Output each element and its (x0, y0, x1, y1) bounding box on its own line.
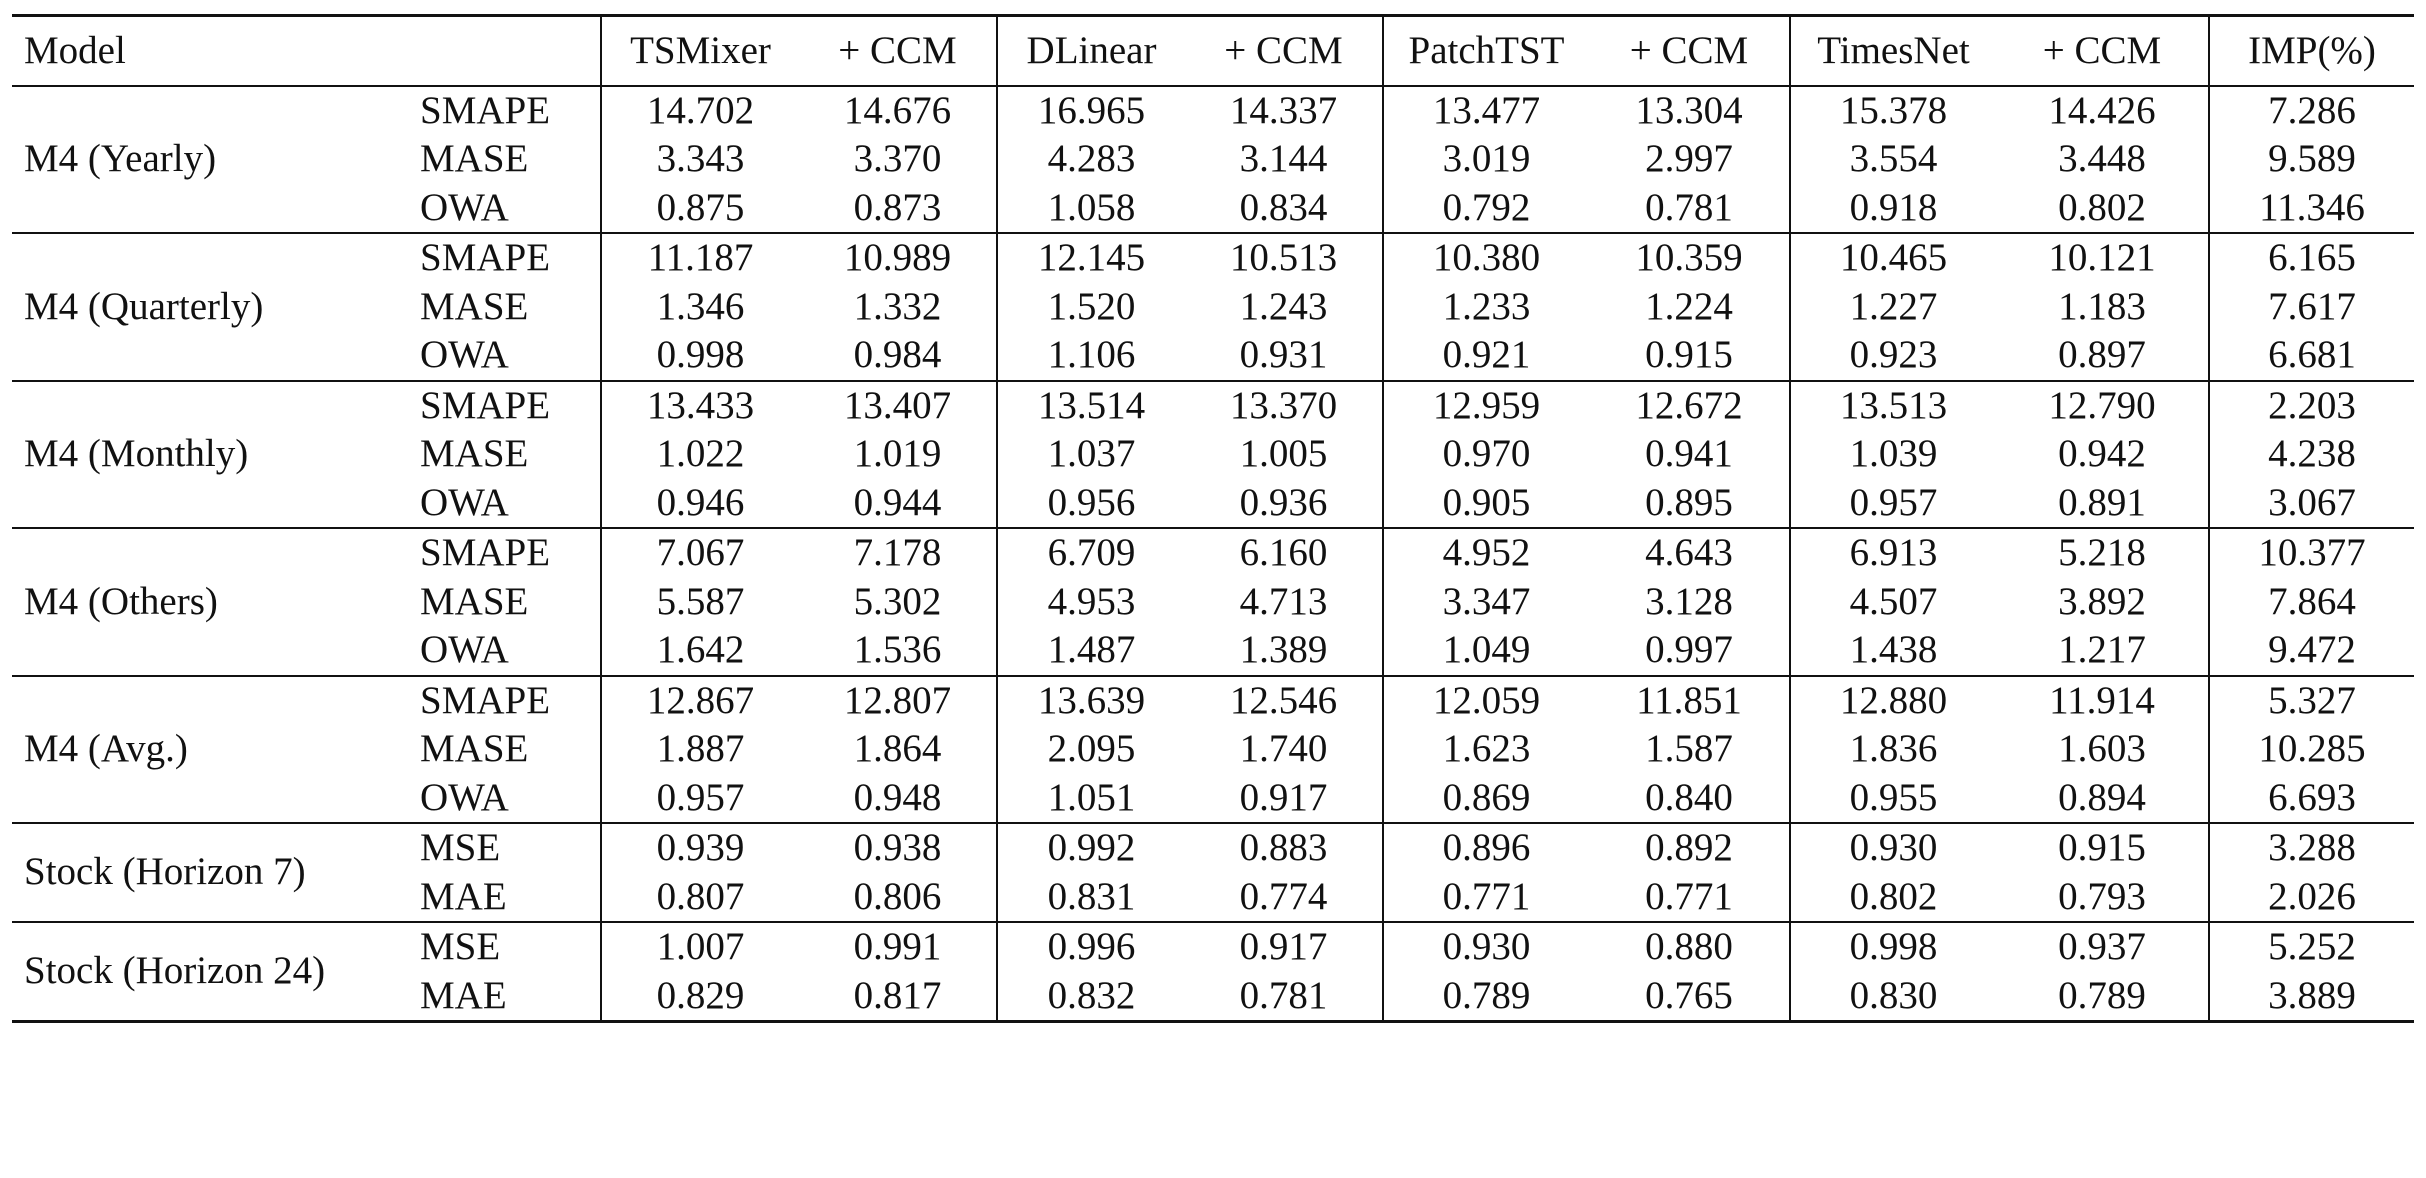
value-cell: 12.959 (1383, 381, 1589, 431)
value-cell: 12.880 (1790, 676, 1996, 726)
value-cell: 10.989 (843, 236, 952, 279)
table-row (12, 922, 2414, 972)
value-cell: 2.997 (1645, 137, 1733, 180)
value-cell: 0.771 (1645, 874, 1733, 918)
value-cell: 0.997 (1645, 628, 1733, 671)
metric-cell: MSE (420, 826, 501, 869)
improvement-cell: 7.286 (2209, 86, 2414, 136)
improvement-cell: 7.617 (2209, 283, 2414, 332)
value-cell: 1.536 (853, 628, 942, 671)
value-cell: 0.957 (1790, 479, 1996, 529)
value-cell: 11.187 (601, 233, 799, 283)
value-cell: 3.448 (2058, 137, 2146, 180)
metric-cell: MASE (420, 137, 529, 180)
value-cell: 12.145 (997, 233, 1185, 283)
value-cell: 0.897 (2058, 333, 2146, 376)
improvement-cell: 6.165 (2209, 233, 2414, 283)
model-name-cell: M4 (Yearly) (24, 137, 217, 180)
value-cell: 10.513 (1229, 236, 1338, 279)
result-group (12, 86, 2414, 234)
value-cell: 4.643 (1645, 531, 1733, 574)
value-cell: 1.864 (853, 727, 942, 770)
value-cell: 0.802 (1790, 873, 1996, 923)
value-cell: 0.915 (2058, 826, 2146, 869)
value-cell: 4.953 (997, 578, 1185, 627)
metric-cell: SMAPE (420, 383, 551, 427)
value-cell: 0.956 (997, 479, 1185, 529)
value-cell: 1.183 (2058, 284, 2146, 328)
table-row (12, 823, 2414, 873)
value-cell: 10.359 (1635, 236, 1743, 279)
value-cell: 1.037 (997, 430, 1185, 479)
value-cell: 0.946 (601, 479, 799, 529)
value-cell: 4.507 (1790, 578, 1996, 627)
value-cell: 0.957 (601, 774, 799, 824)
value-cell: 0.802 (2058, 185, 2146, 229)
improvement-cell: 10.377 (2209, 528, 2414, 578)
value-cell: 0.765 (1645, 973, 1733, 1017)
metric-cell: SMAPE (420, 236, 551, 279)
value-cell: 13.433 (601, 381, 799, 431)
col-header-tsmixer: TSMixer (601, 16, 799, 86)
result-group (12, 233, 2414, 381)
value-cell: 1.438 (1790, 626, 1996, 676)
value-cell: 2.095 (997, 725, 1185, 774)
value-cell: 0.923 (1790, 331, 1996, 381)
col-header-timesnet: TimesNet (1790, 16, 1996, 86)
value-cell: 0.793 (2058, 874, 2146, 918)
value-cell: 0.937 (2058, 925, 2146, 968)
value-cell: 12.807 (843, 678, 952, 722)
value-cell: 0.905 (1383, 479, 1589, 529)
value-cell: 14.337 (1229, 88, 1338, 132)
value-cell: 0.917 (1239, 775, 1328, 819)
value-cell: 3.892 (2058, 579, 2146, 623)
value-cell: 0.892 (1645, 826, 1733, 869)
value-cell: 3.347 (1383, 578, 1589, 627)
metric-cell: MASE (420, 284, 529, 328)
improvement-cell: 2.203 (2209, 381, 2414, 431)
metric-cell: OWA (420, 333, 509, 376)
metric-cell: MAE (420, 973, 507, 1017)
value-cell: 13.407 (843, 383, 952, 427)
model-name-cell: M4 (Others) (24, 579, 218, 623)
value-cell: 7.178 (853, 531, 942, 574)
value-cell: 0.817 (853, 973, 942, 1017)
value-cell: 14.426 (2048, 88, 2156, 132)
value-cell: 0.806 (853, 874, 942, 918)
value-cell: 11.914 (2049, 678, 2155, 722)
value-cell: 3.343 (601, 135, 799, 184)
value-cell: 12.546 (1229, 678, 1338, 722)
value-cell: 3.144 (1239, 137, 1328, 180)
result-group (12, 528, 2414, 676)
metric-cell: MASE (420, 579, 529, 623)
model-name-cell: M4 (Avg.) (24, 727, 188, 770)
result-group (12, 381, 2414, 529)
improvement-cell: 7.864 (2209, 578, 2414, 627)
improvement-cell: 2.026 (2209, 873, 2414, 923)
value-cell: 1.005 (1239, 432, 1328, 475)
value-cell: 0.792 (1383, 184, 1589, 234)
table-row (12, 233, 2414, 283)
value-cell: 0.834 (1239, 185, 1328, 229)
value-cell: 1.058 (997, 184, 1185, 234)
value-cell: 13.304 (1635, 88, 1743, 132)
value-cell: 1.520 (997, 283, 1185, 332)
value-cell: 0.941 (1645, 432, 1733, 475)
col-header-dlinear-ccm: + CCM (1224, 28, 1343, 72)
improvement-cell: 6.693 (2209, 774, 2414, 824)
value-cell: 5.218 (2058, 531, 2146, 574)
improvement-cell: 3.067 (2209, 479, 2414, 529)
value-cell: 0.992 (997, 823, 1185, 873)
value-cell: 0.921 (1383, 331, 1589, 381)
value-cell: 6.160 (1239, 531, 1328, 574)
value-cell: 0.936 (1239, 480, 1328, 524)
table-row (12, 528, 2414, 578)
value-cell: 0.896 (1383, 823, 1589, 873)
improvement-cell: 3.889 (2209, 972, 2414, 1022)
value-cell: 0.880 (1645, 925, 1733, 968)
value-cell: 0.831 (997, 873, 1185, 923)
value-cell: 6.913 (1790, 528, 1996, 578)
col-header-improvement: IMP(%) (2209, 16, 2414, 86)
value-cell: 1.487 (997, 626, 1185, 676)
value-cell: 0.869 (1383, 774, 1589, 824)
value-cell: 0.944 (853, 480, 942, 524)
result-group (12, 823, 2414, 922)
metric-cell: OWA (420, 775, 509, 819)
value-cell: 0.930 (1790, 823, 1996, 873)
metric-cell: MASE (420, 727, 529, 770)
value-cell: 0.781 (1239, 973, 1328, 1017)
value-cell: 1.623 (1383, 725, 1589, 774)
metric-cell: SMAPE (420, 88, 551, 132)
value-cell: 4.952 (1383, 528, 1589, 578)
value-cell: 1.836 (1790, 725, 1996, 774)
value-cell: 13.477 (1383, 86, 1589, 136)
metric-cell: OWA (420, 185, 509, 229)
value-cell: 13.513 (1790, 381, 1996, 431)
value-cell: 13.370 (1229, 383, 1338, 427)
col-header-patchtst: PatchTST (1383, 16, 1589, 86)
col-header-tsmixer-ccm: + CCM (838, 28, 957, 72)
value-cell: 1.106 (997, 331, 1185, 381)
value-cell: 1.642 (601, 626, 799, 676)
value-cell: 3.554 (1790, 135, 1996, 184)
value-cell: 12.867 (601, 676, 799, 726)
value-cell: 10.121 (2048, 236, 2156, 279)
col-header-timesnet-ccm: + CCM (2042, 28, 2162, 72)
metric-cell: MAE (420, 874, 507, 918)
value-cell: 0.930 (1383, 922, 1589, 972)
improvement-cell: 5.252 (2209, 922, 2414, 972)
value-cell: 5.587 (601, 578, 799, 627)
value-cell: 1.233 (1383, 283, 1589, 332)
value-cell: 1.019 (853, 432, 942, 475)
value-cell: 0.830 (1790, 972, 1996, 1022)
results-table (12, 14, 2414, 1023)
result-group (12, 676, 2414, 824)
value-cell: 11.851 (1636, 678, 1742, 722)
value-cell: 12.672 (1635, 383, 1743, 427)
improvement-cell: 5.327 (2209, 676, 2414, 726)
value-cell: 4.713 (1239, 579, 1328, 623)
value-cell: 0.895 (1645, 480, 1733, 524)
value-cell: 1.740 (1239, 727, 1328, 770)
improvement-cell: 9.589 (2209, 135, 2414, 184)
value-cell: 1.603 (2058, 727, 2146, 770)
value-cell: 6.709 (997, 528, 1185, 578)
improvement-cell: 11.346 (2209, 184, 2414, 234)
value-cell: 0.991 (853, 925, 942, 968)
value-cell: 0.774 (1239, 874, 1328, 918)
value-cell: 12.059 (1383, 676, 1589, 726)
value-cell: 3.370 (853, 137, 942, 180)
metric-cell: OWA (420, 480, 509, 524)
model-header: Model (24, 28, 126, 72)
value-cell: 0.984 (853, 333, 942, 376)
value-cell: 0.948 (853, 775, 942, 819)
value-cell: 0.771 (1383, 873, 1589, 923)
value-cell: 1.587 (1645, 727, 1733, 770)
col-header-dlinear: DLinear (997, 16, 1185, 86)
value-cell: 0.781 (1645, 185, 1733, 229)
value-cell: 10.465 (1790, 233, 1996, 283)
value-cell: 0.840 (1645, 775, 1733, 819)
metric-cell: SMAPE (420, 531, 551, 574)
value-cell: 0.942 (2058, 432, 2146, 475)
result-group (12, 922, 2414, 1022)
value-cell: 0.875 (601, 184, 799, 234)
model-name-cell: Stock (Horizon 24) (24, 949, 326, 993)
value-cell: 1.389 (1239, 628, 1328, 671)
value-cell: 1.224 (1645, 284, 1733, 328)
value-cell: 12.790 (2048, 383, 2156, 427)
value-cell: 0.891 (2058, 480, 2146, 524)
value-cell: 0.938 (853, 826, 942, 869)
value-cell: 1.887 (601, 725, 799, 774)
metric-cell: SMAPE (420, 678, 551, 722)
value-cell: 0.873 (853, 185, 942, 229)
value-cell: 14.676 (843, 88, 952, 132)
value-cell: 14.702 (601, 86, 799, 136)
value-cell: 0.832 (997, 972, 1185, 1022)
improvement-cell: 3.288 (2209, 823, 2414, 873)
value-cell: 1.346 (601, 283, 799, 332)
metric-cell: MSE (420, 925, 501, 968)
value-cell: 0.917 (1239, 925, 1328, 968)
value-cell: 0.883 (1239, 826, 1328, 869)
value-cell: 1.007 (601, 922, 799, 972)
value-cell: 15.378 (1790, 86, 1996, 136)
header-row (12, 16, 2414, 86)
value-cell: 0.789 (1383, 972, 1589, 1022)
metric-cell: OWA (420, 628, 509, 671)
model-name-cell: Stock (Horizon 7) (24, 850, 306, 894)
value-cell: 0.931 (1239, 333, 1328, 376)
value-cell: 5.302 (853, 579, 942, 623)
value-cell: 1.022 (601, 430, 799, 479)
value-cell: 7.067 (601, 528, 799, 578)
value-cell: 0.955 (1790, 774, 1996, 824)
value-cell: 1.039 (1790, 430, 1996, 479)
improvement-cell: 6.681 (2209, 331, 2414, 381)
value-cell: 0.998 (601, 331, 799, 381)
improvement-cell: 4.238 (2209, 430, 2414, 479)
value-cell: 0.915 (1645, 333, 1733, 376)
value-cell: 13.514 (997, 381, 1185, 431)
value-cell: 16.965 (997, 86, 1185, 136)
value-cell: 1.243 (1239, 284, 1328, 328)
value-cell: 0.789 (2058, 973, 2146, 1017)
value-cell: 1.332 (853, 284, 942, 328)
model-name-cell: M4 (Monthly) (24, 432, 249, 475)
value-cell: 1.051 (997, 774, 1185, 824)
value-cell: 0.829 (601, 972, 799, 1022)
improvement-cell: 10.285 (2209, 725, 2414, 774)
model-name-cell: M4 (Quarterly) (24, 284, 264, 328)
value-cell: 4.283 (997, 135, 1185, 184)
value-cell: 1.227 (1790, 283, 1996, 332)
value-cell: 0.807 (601, 873, 799, 923)
value-cell: 0.918 (1790, 184, 1996, 234)
table-row (12, 86, 2414, 136)
table-row (12, 381, 2414, 431)
value-cell: 0.939 (601, 823, 799, 873)
table-row (12, 676, 2414, 726)
value-cell: 0.970 (1383, 430, 1589, 479)
value-cell: 3.019 (1383, 135, 1589, 184)
value-cell: 10.380 (1383, 233, 1589, 283)
value-cell: 0.996 (997, 922, 1185, 972)
value-cell: 1.217 (2058, 628, 2146, 671)
value-cell: 3.128 (1645, 579, 1733, 623)
value-cell: 13.639 (997, 676, 1185, 726)
col-header-patchtst-ccm: + CCM (1629, 28, 1749, 72)
value-cell: 0.894 (2058, 775, 2146, 819)
value-cell: 1.049 (1383, 626, 1589, 676)
metric-cell: MASE (420, 432, 529, 475)
improvement-cell: 9.472 (2209, 626, 2414, 676)
value-cell: 0.998 (1790, 922, 1996, 972)
